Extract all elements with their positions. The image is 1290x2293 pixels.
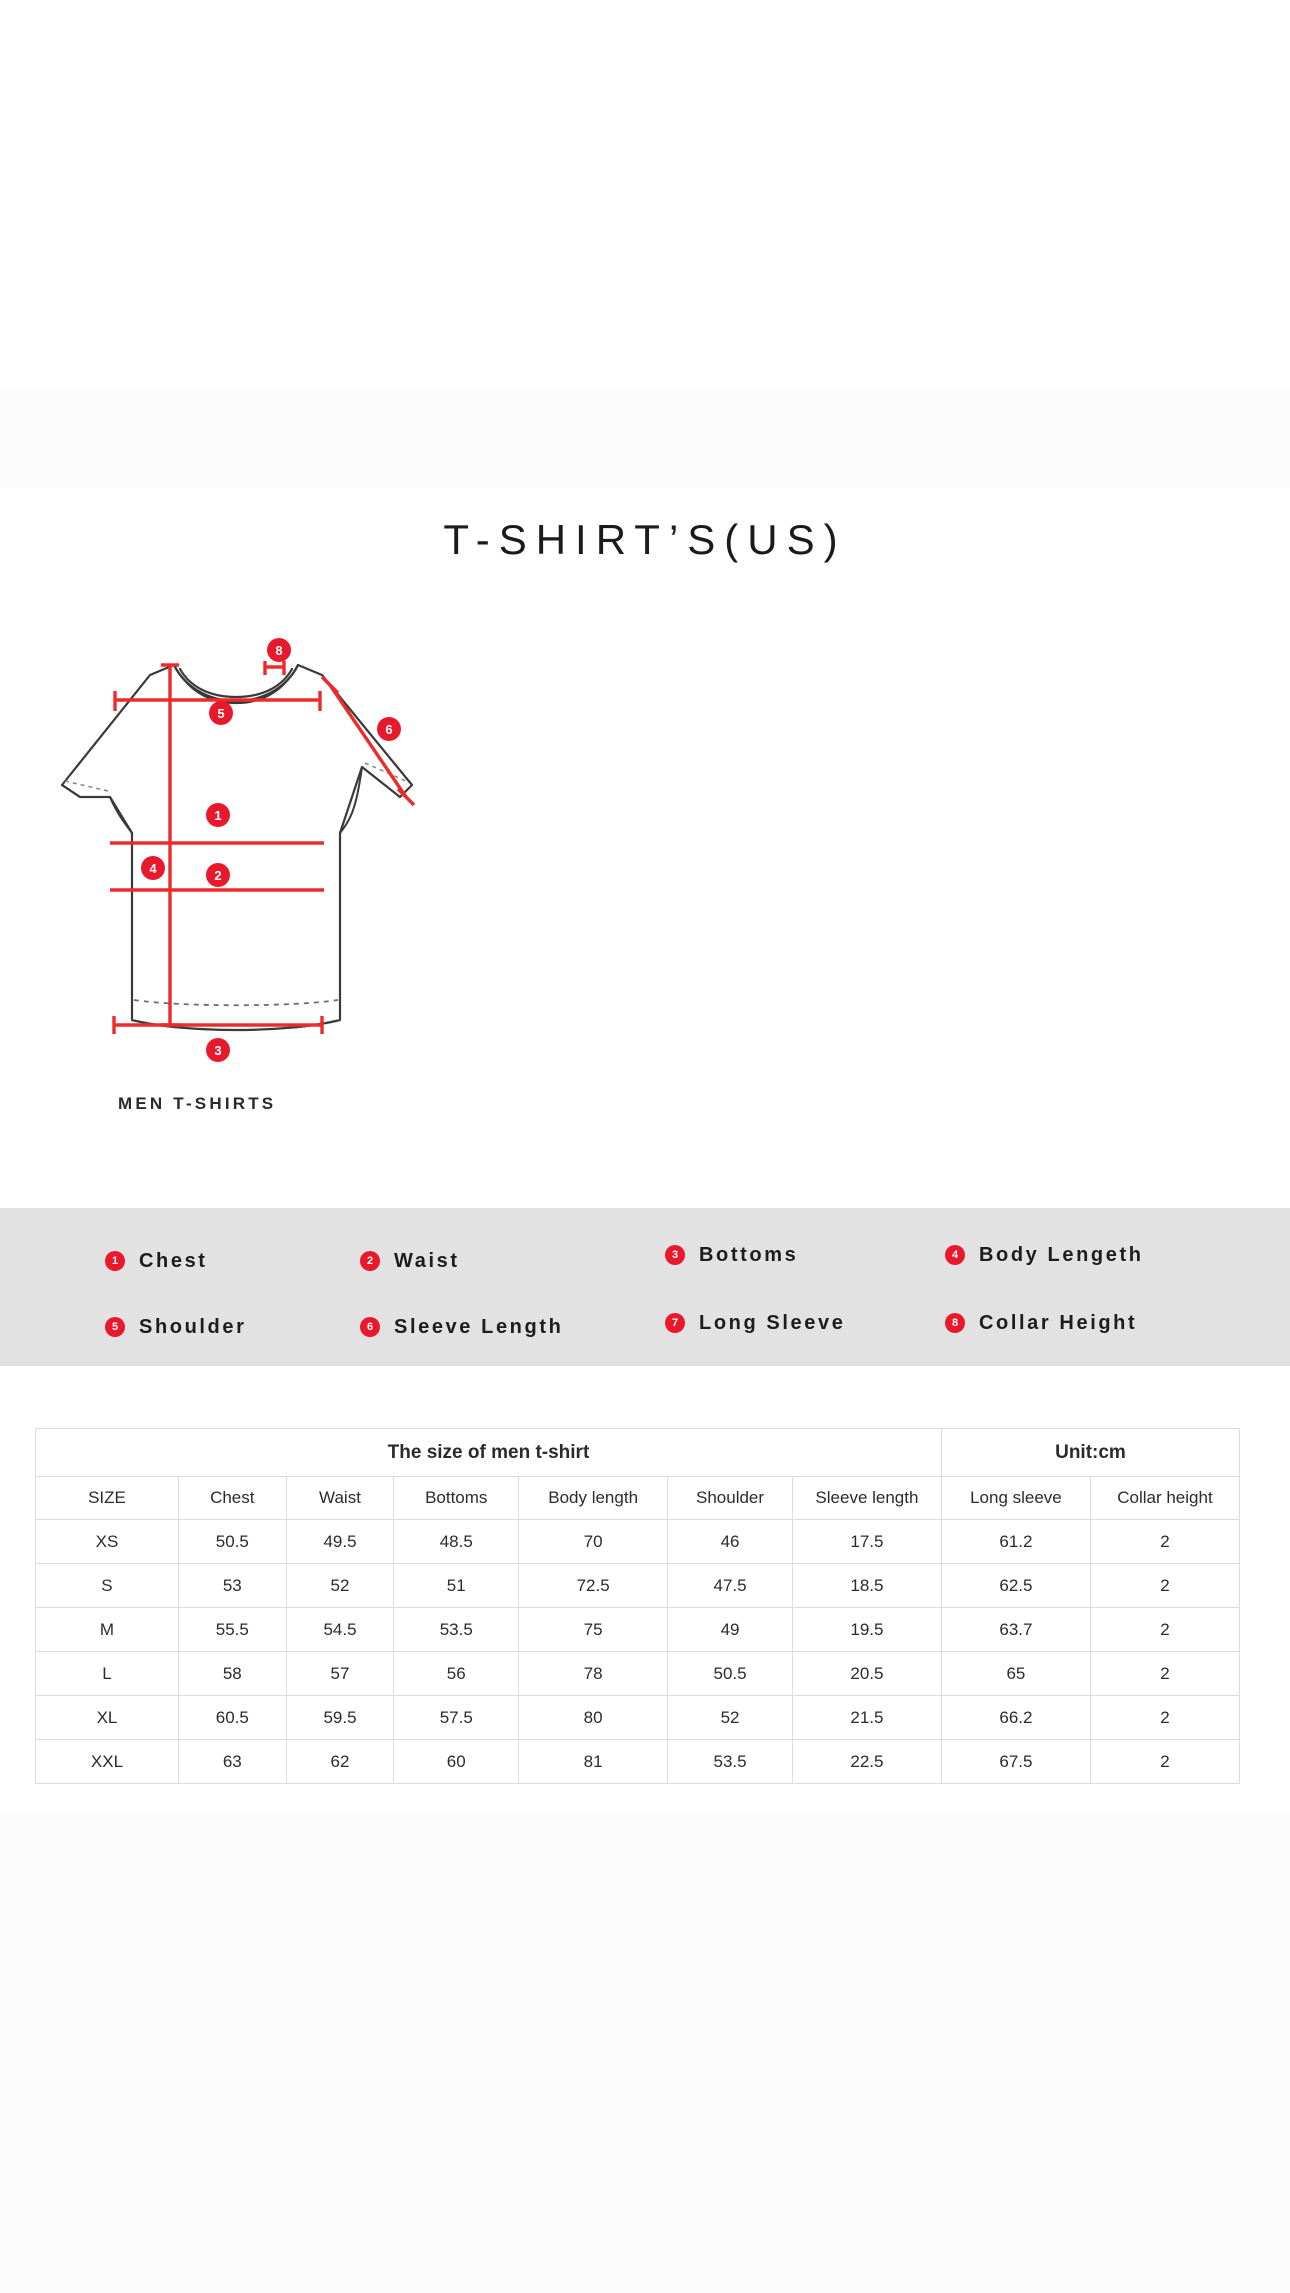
- cell-size: L: [36, 1652, 179, 1696]
- cell-collar-height: 2: [1090, 1696, 1239, 1740]
- svg-text:2: 2: [214, 868, 222, 883]
- legend-item-collar-height: [945, 1292, 1137, 1354]
- cell-sleeve-length: 20.5: [792, 1652, 941, 1696]
- svg-text:4: 4: [149, 861, 157, 876]
- cell-long-sleeve: 65: [941, 1652, 1090, 1696]
- table-row: [36, 1608, 1240, 1652]
- legend-badge-1: 1: [105, 1251, 125, 1271]
- diagram-marker-8: [267, 638, 291, 662]
- legend-badge-7: 7: [665, 1313, 685, 1333]
- cell-size: XS: [36, 1520, 179, 1564]
- svg-text:3: 3: [214, 1043, 222, 1058]
- diagram-marker-2: [206, 863, 230, 887]
- cell-size: M: [36, 1608, 179, 1652]
- svg-text:1: 1: [214, 808, 222, 823]
- legend-item-shoulder: [105, 1296, 246, 1358]
- legend-item-chest: [105, 1230, 208, 1292]
- cell-shoulder: 46: [668, 1520, 793, 1564]
- size-table-container: [35, 1428, 1240, 1784]
- cell-collar-height: 2: [1090, 1520, 1239, 1564]
- size-table: [35, 1428, 1240, 1784]
- col-header-collar-height: Collar height: [1090, 1477, 1239, 1520]
- legend-item-long-sleeve: [665, 1292, 845, 1354]
- svg-text:5: 5: [217, 706, 225, 721]
- diagram-marker-1: [206, 803, 230, 827]
- cell-bottoms: 51: [394, 1564, 519, 1608]
- cell-chest: 58: [178, 1652, 286, 1696]
- cell-waist: 59.5: [286, 1696, 394, 1740]
- table-row: [36, 1564, 1240, 1608]
- cell-sleeve-length: 18.5: [792, 1564, 941, 1608]
- legend-badge-6: 6: [360, 1317, 380, 1337]
- table-row: [36, 1740, 1240, 1784]
- cell-chest: 55.5: [178, 1608, 286, 1652]
- cell-chest: 60.5: [178, 1696, 286, 1740]
- cell-size: XXL: [36, 1740, 179, 1784]
- cell-sleeve-length: 21.5: [792, 1696, 941, 1740]
- cell-shoulder: 49: [668, 1608, 793, 1652]
- cell-collar-height: 2: [1090, 1740, 1239, 1784]
- measurement-legend: [0, 1208, 1290, 1366]
- col-header-bottoms: Bottoms: [394, 1477, 519, 1520]
- svg-text:8: 8: [275, 643, 283, 658]
- cell-waist: 49.5: [286, 1520, 394, 1564]
- legend-row-top: [0, 1230, 1290, 1292]
- cell-long-sleeve: 63.7: [941, 1608, 1090, 1652]
- col-header-shoulder: Shoulder: [668, 1477, 793, 1520]
- cell-chest: 50.5: [178, 1520, 286, 1564]
- col-header-body-length: Body length: [519, 1477, 668, 1520]
- cell-body-length: 81: [519, 1740, 668, 1784]
- table-caption-row: [36, 1429, 1240, 1477]
- cell-waist: 62: [286, 1740, 394, 1784]
- legend-item-waist: [360, 1230, 460, 1292]
- legend-label-chest: Chest: [139, 1249, 208, 1272]
- cell-bottoms: 60: [394, 1740, 519, 1784]
- page-title: T-SHIRT’S(US): [443, 516, 847, 563]
- legend-row-bottom: [0, 1292, 1290, 1354]
- legend-label-body-lengeth: Body Lengeth: [979, 1243, 1144, 1266]
- cell-waist: 52: [286, 1564, 394, 1608]
- page-tone-band-top: [0, 388, 1290, 488]
- tshirt-diagram: [22, 625, 452, 1095]
- diagram-marker-3: [206, 1038, 230, 1062]
- diagram-marker-4: [141, 856, 165, 880]
- cell-waist: 57: [286, 1652, 394, 1696]
- cell-shoulder: 50.5: [668, 1652, 793, 1696]
- legend-item-body-lengeth: [945, 1224, 1144, 1286]
- cell-collar-height: 2: [1090, 1608, 1239, 1652]
- cell-size: S: [36, 1564, 179, 1608]
- legend-label-bottoms: Bottoms: [699, 1243, 799, 1266]
- cell-size: XL: [36, 1696, 179, 1740]
- cell-shoulder: 52: [668, 1696, 793, 1740]
- legend-label-sleeve-length: Sleeve Length: [394, 1315, 564, 1338]
- table-header-row: [36, 1477, 1240, 1520]
- legend-label-shoulder: Shoulder: [139, 1315, 247, 1338]
- table-unit: Unit:cm: [941, 1429, 1239, 1477]
- legend-item-bottoms: [665, 1224, 798, 1286]
- page-tone-band-bottom: [0, 1812, 1290, 2293]
- legend-label-long-sleeve: Long Sleeve: [699, 1311, 846, 1334]
- cell-bottoms: 48.5: [394, 1520, 519, 1564]
- diagram-marker-6: [377, 717, 401, 741]
- cell-collar-height: 2: [1090, 1652, 1239, 1696]
- cell-collar-height: 2: [1090, 1564, 1239, 1608]
- cell-shoulder: 47.5: [668, 1564, 793, 1608]
- cell-bottoms: 57.5: [394, 1696, 519, 1740]
- cell-body-length: 80: [519, 1696, 668, 1740]
- table-row: [36, 1696, 1240, 1740]
- svg-text:6: 6: [385, 722, 393, 737]
- cell-long-sleeve: 67.5: [941, 1740, 1090, 1784]
- table-row: [36, 1520, 1240, 1564]
- cell-bottoms: 56: [394, 1652, 519, 1696]
- table-row: [36, 1652, 1240, 1696]
- table-caption: The size of men t-shirt: [36, 1429, 942, 1477]
- cell-long-sleeve: 66.2: [941, 1696, 1090, 1740]
- diagram-marker-5: [209, 701, 233, 725]
- cell-sleeve-length: 19.5: [792, 1608, 941, 1652]
- col-header-long-sleeve: Long sleeve: [941, 1477, 1090, 1520]
- cell-bottoms: 53.5: [394, 1608, 519, 1652]
- cell-body-length: 70: [519, 1520, 668, 1564]
- cell-long-sleeve: 62.5: [941, 1564, 1090, 1608]
- legend-badge-2: 2: [360, 1251, 380, 1271]
- col-header-size: SIZE: [36, 1477, 179, 1520]
- cell-body-length: 75: [519, 1608, 668, 1652]
- cell-waist: 54.5: [286, 1608, 394, 1652]
- cell-body-length: 72.5: [519, 1564, 668, 1608]
- col-header-waist: Waist: [286, 1477, 394, 1520]
- legend-badge-4: 4: [945, 1245, 965, 1265]
- legend-label-collar-height: Collar Height: [979, 1311, 1138, 1334]
- cell-shoulder: 53.5: [668, 1740, 793, 1784]
- legend-badge-8: 8: [945, 1313, 965, 1333]
- cell-chest: 53: [178, 1564, 286, 1608]
- diagram-caption: MEN T-SHIRTS: [118, 1094, 277, 1113]
- cell-body-length: 78: [519, 1652, 668, 1696]
- cell-long-sleeve: 61.2: [941, 1520, 1090, 1564]
- legend-item-sleeve-length: [360, 1296, 563, 1358]
- page-title-container: [0, 516, 1290, 564]
- legend-badge-3: 3: [665, 1245, 685, 1265]
- cell-chest: 63: [178, 1740, 286, 1784]
- legend-label-waist: Waist: [394, 1249, 460, 1272]
- col-header-chest: Chest: [178, 1477, 286, 1520]
- cell-sleeve-length: 22.5: [792, 1740, 941, 1784]
- legend-badge-5: 5: [105, 1317, 125, 1337]
- cell-sleeve-length: 17.5: [792, 1520, 941, 1564]
- col-header-sleeve-length: Sleeve length: [792, 1477, 941, 1520]
